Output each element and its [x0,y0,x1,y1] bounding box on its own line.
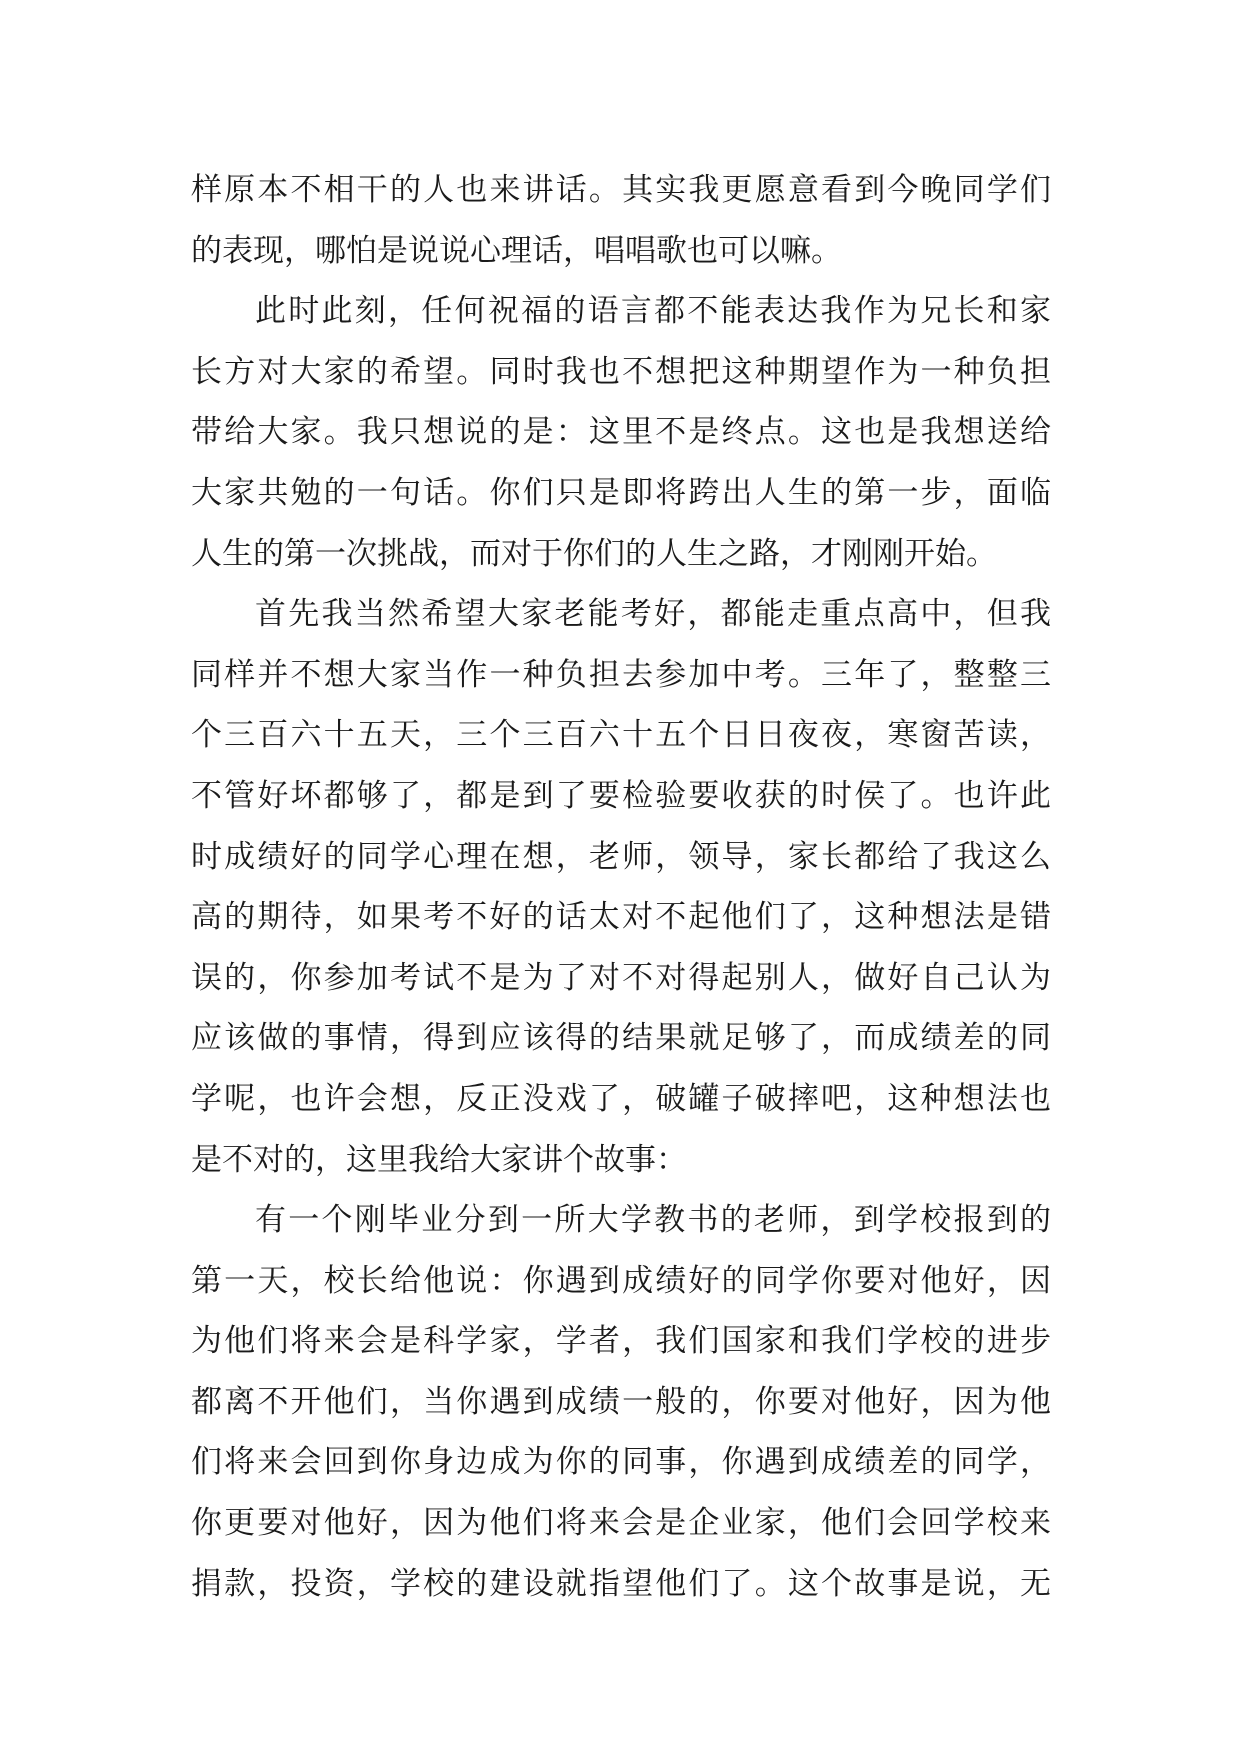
text-line: 同样并不想大家当作一种负担去参加中考。三年了，整整三 [191,656,1051,693]
body-text [191,160,1051,1614]
text-line: 时成绩好的同学心理在想，老师，领导，家长都给了我这么 [191,838,1051,875]
text-line: 有一个刚毕业分到一所大学教书的老师，到学校报到的 [255,1202,1051,1239]
text-line: 学呢，也许会想，反正没戏了，破罐子破摔吧，这种想法也 [191,1080,1051,1117]
text-line: 个三百六十五天，三个三百六十五个日日夜夜，寒窗苦读， [191,717,1051,754]
text-line: 应该做的事情，得到应该得的结果就足够了，而成绩差的同 [191,1020,1051,1057]
text-line: 人生的第一次挑战，而对于你们的人生之路，才刚刚开始。 [191,535,997,572]
text-line: 都离不开他们，当你遇到成绩一般的，你要对他好，因为他 [191,1383,1051,1420]
text-line: 首先我当然希望大家老能考好，都能走重点高中，但我 [255,596,1051,633]
text-line: 此时此刻，任何祝福的语言都不能表达我作为兄长和家 [255,293,1051,330]
text-line: 第一天，校长给他说：你遇到成绩好的同学你要对他好，因 [191,1262,1051,1299]
text-line: 高的期待，如果考不好的话太对不起他们了，这种想法是错 [191,899,1051,936]
text-line: 是不对的，这里我给大家讲个故事： [191,1141,687,1178]
text-line: 捐款，投资，学校的建设就指望他们了。这个故事是说，无 [191,1565,1051,1602]
text-line: 你更要对他好，因为他们将来会是企业家，他们会回学校来 [191,1505,1051,1542]
text-line: 们将来会回到你身边成为你的同事，你遇到成绩差的同学， [191,1444,1051,1481]
text-line: 为他们将来会是科学家，学者，我们国家和我们学校的进步 [191,1323,1051,1360]
text-line: 长方对大家的希望。同时我也不想把这种期望作为一种负担 [191,353,1051,390]
text-line: 样原本不相干的人也来讲话。其实我更愿意看到今晚同学们 [191,172,1051,208]
text-line: 大家共勉的一句话。你们只是即将跨出人生的第一步，面临 [191,474,1051,511]
text-line: 带给大家。我只想说的是：这里不是终点。这也是我想送给 [191,414,1051,451]
text-line: 误的，你参加考试不是为了对不对得起别人，做好自己认为 [191,959,1051,996]
text-line: 不管好坏都够了，都是到了要检验要收获的时侯了。也许此 [191,777,1051,814]
text-line: 的表现，哪怕是说说心理话，唱唱歌也可以嘛。 [191,232,842,269]
